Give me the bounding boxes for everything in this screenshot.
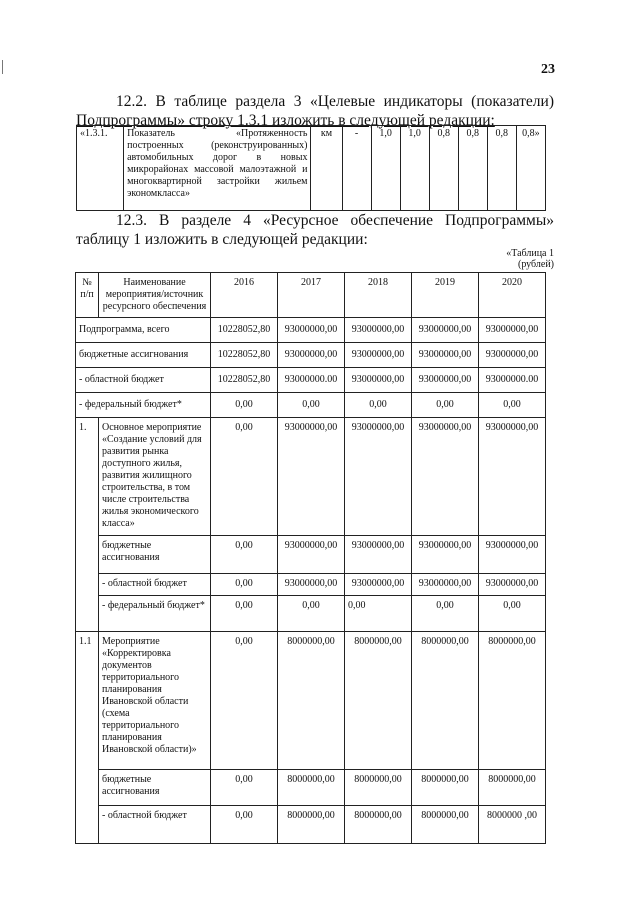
value-cell: 93000000,00 [479,574,546,596]
value-cell: 0,00 [278,596,345,632]
value-cell: 0,00 [211,770,278,806]
value-cell: 93000000,00 [479,343,546,368]
value-cell: 0,00 [211,574,278,596]
value-cell: 93000000,00 [412,536,479,574]
header-year: 2018 [345,273,412,318]
header-year: 2017 [278,273,345,318]
activity-name: Мероприятие «Корректировка документов территориального планирования Ивановской области (схема территориального планирования Ивановской области)» [99,632,211,770]
value-cell: 10228052,80 [211,368,278,393]
value-cell: 8000000,00 [412,806,479,844]
value-cell: 1,0 [400,126,429,211]
value-cell: 0,8 [429,126,458,211]
row-label: - федеральный бюджет* [76,393,211,418]
value-cell: 0,00 [479,393,546,418]
value-cell: 8000000,00 [412,632,479,770]
table-row [76,806,546,844]
value-cell: 93000000,00 [345,343,412,368]
header-num: № п/п [76,273,99,318]
value-cell: 1,0 [371,126,400,211]
row-label: бюджетные ассигнования [99,536,211,574]
table-row [76,368,546,393]
value-cell: 0,00 [479,596,546,632]
page-number: 23 [541,62,555,77]
row-label: бюджетные ассигнования [99,770,211,806]
table-row [76,318,546,343]
table-row [76,574,546,596]
value-cell: 93000000.00 [278,368,345,393]
value-cell: 8000000,00 [345,632,412,770]
value-cell: 93000000,00 [479,318,546,343]
value-cell: 0,00 [345,596,412,632]
row-number: «1.3.1. [77,126,124,211]
value-cell: 8000000,00 [278,770,345,806]
value-cell: 8000000,00 [278,632,345,770]
table-row [77,126,546,211]
table-row [76,393,546,418]
value-cell: 93000000,00 [479,536,546,574]
value-cell: 0,00 [412,596,479,632]
value-cell: 10228052,80 [211,343,278,368]
value-cell: 93000000,00 [278,343,345,368]
section-number: 12.2. [116,93,147,110]
value-cell: 8000000,00 [278,806,345,844]
paragraph-text: В разделе 4 «Ресурсное обеспечение Подпрограммы» таблицу 1 изложить в следующей редакции: [76,212,554,248]
value-cell: 10228052,80 [211,318,278,343]
value-cell: 93000000,00 [345,318,412,343]
row-label: - областной бюджет [76,368,211,393]
section-number: 12.3. [116,212,147,229]
header-year: 2019 [412,273,479,318]
value-cell: 8000000,00 [479,632,546,770]
value-cell: 93000000,00 [412,418,479,536]
table-unit: (рублей) [517,259,554,270]
activity-name: Основное мероприятие «Создание условий для развития рынка доступного жилья, развития жилищного строительства, в том числе строительства жилья экономического класса» [99,418,211,536]
table-caption: «Таблица 1 [506,248,554,259]
value-cell: 93000000,00 [345,368,412,393]
value-cell: 93000000,00 [412,343,479,368]
value-cell: 0,00 [211,536,278,574]
value-cell: 93000000,00 [412,574,479,596]
row-number: 1.1 [76,632,99,844]
value-cell: 0,8 [487,126,516,211]
value-cell: 0,8» [516,126,545,211]
value-cell: 0,00 [211,806,278,844]
value-cell: - [342,126,371,211]
value-cell: 0,00 [211,418,278,536]
value-cell: 0,00 [211,632,278,770]
row-label: бюджетные ассигнования [76,343,211,368]
value-cell: 93000000,00 [345,536,412,574]
header-name: Наименование мероприятия/источник ресурсного обеспечения [99,273,211,318]
paragraph-12-3 [76,211,554,249]
value-cell: 0,00 [211,393,278,418]
table-row [76,536,546,574]
value-cell: 93000000,00 [479,418,546,536]
value-cell: 0,00 [278,393,345,418]
value-cell: 8000000,00 [345,806,412,844]
row-label: Подпрограмма, всего [76,318,211,343]
row-label: - областной бюджет [99,806,211,844]
header-year: 2016 [211,273,278,318]
value-cell: 8000000,00 [479,770,546,806]
value-cell: 93000000,00 [345,418,412,536]
value-cell: 93000000,00 [278,318,345,343]
value-cell: 8000000 ,00 [479,806,546,844]
table-row [76,770,546,806]
value-cell: 0,8 [458,126,487,211]
header-row [76,273,546,318]
margin-mark [2,60,5,74]
indicator-table [76,125,546,211]
value-cell: 93000000.00 [479,368,546,393]
paragraph-text: В таблице раздела 3 «Целевые индикаторы (показатели) [155,93,554,110]
indicator-name: Показатель «Протяженность построенных (реконструированных) автомобильных дорог в новых микрорайонах массовой малоэтажной и многоквартирной застройки жильем экономкласса» [124,126,311,211]
table-row [76,632,546,770]
paragraph-text-underlined: Подпрограммы» строку 1.3.1 изложить в следующей редакции: [76,112,495,129]
resource-table [75,272,546,844]
value-cell: 0,00 [412,393,479,418]
value-cell: 8000000,00 [412,770,479,806]
row-number: 1. [76,418,99,632]
value-cell: 93000000,00 [278,418,345,536]
table-row [76,343,546,368]
value-cell: 93000000,00 [345,574,412,596]
row-label: - федеральный бюджет* [99,596,211,632]
value-cell: 0,00 [345,393,412,418]
unit-cell: км [311,126,342,211]
table-row [76,596,546,632]
value-cell: 8000000,00 [345,770,412,806]
value-cell: 93000000,00 [278,536,345,574]
row-label: - областной бюджет [99,574,211,596]
header-year: 2020 [479,273,546,318]
value-cell: 93000000,00 [278,574,345,596]
value-cell: 93000000,00 [412,368,479,393]
table-row [76,418,546,536]
value-cell: 93000000,00 [412,318,479,343]
value-cell: 0,00 [211,596,278,632]
